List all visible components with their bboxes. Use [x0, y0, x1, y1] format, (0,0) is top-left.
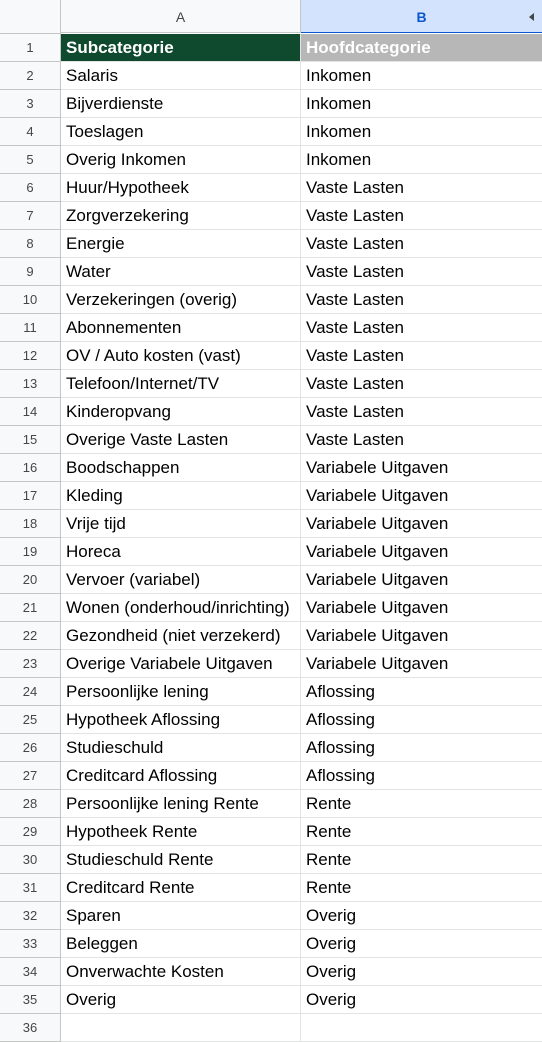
cell-subcategorie[interactable]: Persoonlijke lening [61, 678, 301, 706]
triangle-left-icon[interactable] [529, 13, 534, 21]
table-row [0, 118, 542, 146]
row-number[interactable]: 8 [0, 230, 61, 258]
cell-hoofdcategorie[interactable]: Variabele Uitgaven [301, 622, 542, 650]
cell-subcategorie[interactable]: Hypotheek Aflossing [61, 706, 301, 734]
cell-hoofdcategorie[interactable]: Vaste Lasten [301, 230, 542, 258]
cell-hoofdcategorie[interactable]: Aflossing [301, 678, 542, 706]
cell-hoofdcategorie[interactable]: Overig [301, 902, 542, 930]
row-number[interactable]: 11 [0, 314, 61, 342]
cell-hoofdcategorie[interactable]: Vaste Lasten [301, 286, 542, 314]
cell-subcategorie[interactable]: Zorgverzekering [61, 202, 301, 230]
table-row [0, 734, 542, 762]
column-header-b[interactable] [301, 0, 542, 33]
row-number[interactable]: 1 [0, 34, 61, 62]
cell-hoofdcategorie[interactable] [301, 1014, 542, 1042]
cell-hoofdcategorie[interactable]: Aflossing [301, 706, 542, 734]
row-number[interactable]: 28 [0, 790, 61, 818]
cell-subcategorie[interactable]: Studieschuld Rente [61, 846, 301, 874]
cell-hoofdcategorie[interactable]: Inkomen [301, 90, 542, 118]
table-row [0, 482, 542, 510]
table-row [0, 622, 542, 650]
cell-hoofdcategorie[interactable]: Overig [301, 986, 542, 1014]
table-row [0, 90, 542, 118]
row-number[interactable]: 17 [0, 482, 61, 510]
table-row [0, 846, 542, 874]
cell-subcategorie[interactable]: Boodschappen [61, 454, 301, 482]
cell-subcategorie[interactable]: Vervoer (variabel) [61, 566, 301, 594]
row-number[interactable]: 7 [0, 202, 61, 230]
cell-subcategorie[interactable]: Sparen [61, 902, 301, 930]
row-number[interactable]: 20 [0, 566, 61, 594]
table-row [0, 650, 542, 678]
table-row [0, 538, 542, 566]
cell-hoofdcategorie[interactable]: Variabele Uitgaven [301, 538, 542, 566]
row-number[interactable]: 33 [0, 930, 61, 958]
cell-subcategorie[interactable]: Overig Inkomen [61, 146, 301, 174]
cell-subcategorie[interactable]: Overige Vaste Lasten [61, 426, 301, 454]
table-row [0, 174, 542, 202]
cell-subcategorie[interactable]: Kleding [61, 482, 301, 510]
table-row [0, 258, 542, 286]
cell-subcategorie[interactable]: Overig [61, 986, 301, 1014]
table-row [0, 146, 542, 174]
table-row [0, 454, 542, 482]
column-header-row [0, 0, 542, 34]
table-row [0, 62, 542, 90]
cell-hoofdcategorie[interactable]: Aflossing [301, 762, 542, 790]
cell-hoofdcategorie[interactable]: Vaste Lasten [301, 258, 542, 286]
table-row [0, 510, 542, 538]
cell-hoofdcategorie[interactable]: Vaste Lasten [301, 398, 542, 426]
cell-hoofdcategorie[interactable]: Inkomen [301, 118, 542, 146]
cell-subcategorie[interactable]: Beleggen [61, 930, 301, 958]
table-row [0, 958, 542, 986]
table-row [0, 818, 542, 846]
cell-hoofdcategorie[interactable]: Vaste Lasten [301, 314, 542, 342]
row-number[interactable]: 21 [0, 594, 61, 622]
header-row [0, 34, 542, 62]
table-row [0, 566, 542, 594]
row-number[interactable]: 4 [0, 118, 61, 146]
row-number[interactable]: 12 [0, 342, 61, 370]
cell-hoofdcategorie[interactable]: Overig [301, 930, 542, 958]
cell-subcategorie[interactable]: Toeslagen [61, 118, 301, 146]
cell-subcategorie[interactable]: Telefoon/Internet/TV [61, 370, 301, 398]
row-number[interactable]: 5 [0, 146, 61, 174]
row-number[interactable]: 9 [0, 258, 61, 286]
cell-header-subcategorie[interactable]: Subcategorie [61, 34, 301, 62]
cell-subcategorie[interactable] [61, 1014, 301, 1042]
select-all-corner[interactable] [0, 0, 61, 34]
table-row [0, 902, 542, 930]
cell-hoofdcategorie[interactable]: Rente [301, 790, 542, 818]
cell-hoofdcategorie[interactable]: Aflossing [301, 734, 542, 762]
row-number[interactable]: 6 [0, 174, 61, 202]
cell-subcategorie[interactable]: Abonnementen [61, 314, 301, 342]
table-row [0, 874, 542, 902]
cell-hoofdcategorie[interactable]: Rente [301, 874, 542, 902]
table-row [0, 426, 542, 454]
cell-hoofdcategorie[interactable]: Variabele Uitgaven [301, 566, 542, 594]
cell-subcategorie[interactable]: Creditcard Rente [61, 874, 301, 902]
cell-hoofdcategorie[interactable]: Rente [301, 818, 542, 846]
cell-hoofdcategorie[interactable]: Inkomen [301, 62, 542, 90]
table-row [0, 678, 542, 706]
row-number[interactable]: 25 [0, 706, 61, 734]
cell-hoofdcategorie[interactable]: Variabele Uitgaven [301, 482, 542, 510]
cell-subcategorie[interactable]: Water [61, 258, 301, 286]
row-number[interactable]: 26 [0, 734, 61, 762]
cell-subcategorie[interactable]: Studieschuld [61, 734, 301, 762]
row-number[interactable]: 23 [0, 650, 61, 678]
table-row [0, 398, 542, 426]
cell-hoofdcategorie[interactable]: Vaste Lasten [301, 370, 542, 398]
cell-hoofdcategorie[interactable]: Variabele Uitgaven [301, 650, 542, 678]
table-row [0, 286, 542, 314]
row-number[interactable]: 10 [0, 286, 61, 314]
cell-hoofdcategorie[interactable]: Vaste Lasten [301, 202, 542, 230]
row-number[interactable]: 31 [0, 874, 61, 902]
cell-subcategorie[interactable]: Onverwachte Kosten [61, 958, 301, 986]
row-number[interactable]: 2 [0, 62, 61, 90]
row-number[interactable]: 29 [0, 818, 61, 846]
cell-header-hoofdcategorie[interactable]: Hoofdcategorie [301, 34, 542, 62]
cell-hoofdcategorie[interactable]: Overig [301, 958, 542, 986]
table-row [0, 202, 542, 230]
cell-subcategorie[interactable]: Creditcard Aflossing [61, 762, 301, 790]
cell-subcategorie[interactable]: Energie [61, 230, 301, 258]
cell-hoofdcategorie[interactable]: Vaste Lasten [301, 174, 542, 202]
cell-hoofdcategorie[interactable]: Inkomen [301, 146, 542, 174]
table-row [0, 342, 542, 370]
cell-hoofdcategorie[interactable]: Variabele Uitgaven [301, 454, 542, 482]
table-row [0, 986, 542, 1014]
cell-hoofdcategorie[interactable]: Vaste Lasten [301, 426, 542, 454]
cell-subcategorie[interactable]: Hypotheek Rente [61, 818, 301, 846]
table-row [0, 762, 542, 790]
row-number[interactable]: 16 [0, 454, 61, 482]
cell-subcategorie[interactable]: Wonen (onderhoud/inrichting) [61, 594, 301, 622]
cell-subcategorie[interactable]: Salaris [61, 62, 301, 90]
row-number[interactable]: 34 [0, 958, 61, 986]
row-number[interactable]: 36 [0, 1014, 61, 1042]
table-row [0, 930, 542, 958]
row-number[interactable]: 35 [0, 986, 61, 1014]
cell-hoofdcategorie[interactable]: Rente [301, 846, 542, 874]
table-row [0, 790, 542, 818]
table-row [0, 314, 542, 342]
cell-subcategorie[interactable]: Gezondheid (niet verzekerd) [61, 622, 301, 650]
table-row [0, 370, 542, 398]
row-number[interactable]: 32 [0, 902, 61, 930]
cell-hoofdcategorie[interactable]: Variabele Uitgaven [301, 594, 542, 622]
row-number[interactable]: 15 [0, 426, 61, 454]
row-number[interactable]: 13 [0, 370, 61, 398]
table-row [0, 594, 542, 622]
cell-hoofdcategorie[interactable]: Vaste Lasten [301, 342, 542, 370]
row-number[interactable]: 14 [0, 398, 61, 426]
cell-subcategorie[interactable]: Vrije tijd [61, 510, 301, 538]
table-row [0, 230, 542, 258]
cell-subcategorie[interactable]: Huur/Hypotheek [61, 174, 301, 202]
row-number[interactable]: 19 [0, 538, 61, 566]
row-number[interactable]: 22 [0, 622, 61, 650]
row-number[interactable]: 18 [0, 510, 61, 538]
cell-subcategorie[interactable]: Bijverdienste [61, 90, 301, 118]
cell-subcategorie[interactable]: Kinderopvang [61, 398, 301, 426]
cell-subcategorie[interactable]: Horeca [61, 538, 301, 566]
column-header-b-label: B [416, 9, 427, 25]
table-row [0, 1014, 542, 1042]
cell-subcategorie[interactable]: Overige Variabele Uitgaven [61, 650, 301, 678]
column-header-a[interactable]: A [61, 0, 301, 33]
cell-subcategorie[interactable]: Persoonlijke lening Rente [61, 790, 301, 818]
table-row [0, 706, 542, 734]
row-number[interactable]: 27 [0, 762, 61, 790]
cell-subcategorie[interactable]: OV / Auto kosten (vast) [61, 342, 301, 370]
cell-hoofdcategorie[interactable]: Variabele Uitgaven [301, 510, 542, 538]
cell-subcategorie[interactable]: Verzekeringen (overig) [61, 286, 301, 314]
row-number[interactable]: 24 [0, 678, 61, 706]
row-number[interactable]: 3 [0, 90, 61, 118]
row-number[interactable]: 30 [0, 846, 61, 874]
